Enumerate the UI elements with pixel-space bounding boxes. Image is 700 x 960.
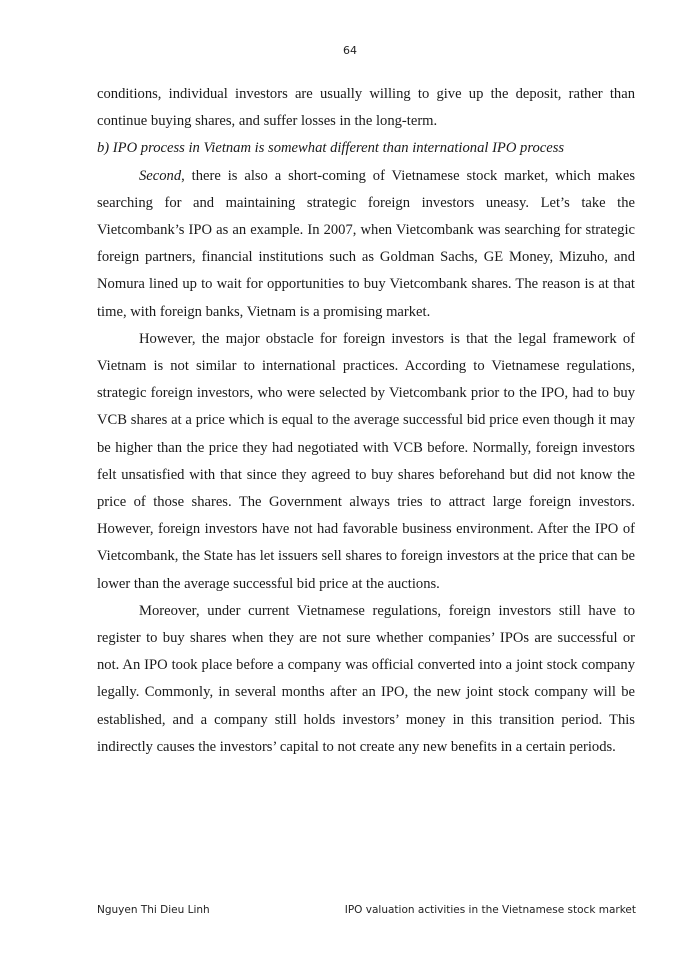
paragraph-second — [97, 163, 635, 326]
paragraph-second-lead: Second — [139, 167, 182, 184]
paragraph-moreover: Moreover, under current Vietnamese regulations, foreign investors still have to register to buy shares when they are not sure whether companies’ IPOs are successful or not. An IPO took place before a company was official converted into a joint stock company legally. Commonly, in several months after an IPO, the new joint stock company will be established, and a company still holds investors’ money in this transition period. This indirectly causes the investors’ capital to not create any new benefits in a certain periods. — [97, 602, 635, 755]
page-number: 64 — [343, 44, 357, 57]
paragraph-however: However, the major obstacle for foreign investors is that the legal framework of Vietnam is not similar to international practices. According to Vietnamese regulations, strategic foreign investors, who were selected by Vietcombank prior to the IPO, had to buy VCB shares at a price which is equal to the average successful bid price even though it may be higher than the price they had negotiated with VCB before. Normally, foreign investors felt unsatisfied with that since they agreed to buy shares beforehand but did not know the price of those shares. The Government always tries to attract large foreign investors. However, foreign investors have not had favorable business environment. After the IPO of Vietcombank, the State has let issuers sell shares to foreign investors at the price that can be lower than the average successful bid price at the auctions. — [97, 330, 635, 592]
footer-author: Nguyen Thi Dieu Linh — [97, 904, 210, 916]
footer-title: IPO valuation activities in the Vietnamese stock market — [344, 904, 636, 916]
body-text — [97, 81, 635, 761]
section-heading: b) IPO process in Vietnam is somewhat different than international IPO process — [97, 140, 565, 157]
paragraph-continuation: conditions, individual investors are usually willing to give up the deposit, rather than continue buying shares, and suffer losses in the long-term. — [97, 86, 635, 130]
paragraph-second-text: , there is also a short-coming of Vietnamese stock market, which makes searching for and maintaining strategic foreign investors uneasy. Let’s take the Vietcombank’s IPO as an example. In 2007, when Vietcombank was searching for strategic foreign partners, financial institutions such as Goldman Sachs, GE Money, Mizuho, and Nomura lined up to wait for opportunities to buy Vietcombank shares. The reason is at that time, with foreign banks, Vietnam is a promising market. — [97, 167, 635, 320]
